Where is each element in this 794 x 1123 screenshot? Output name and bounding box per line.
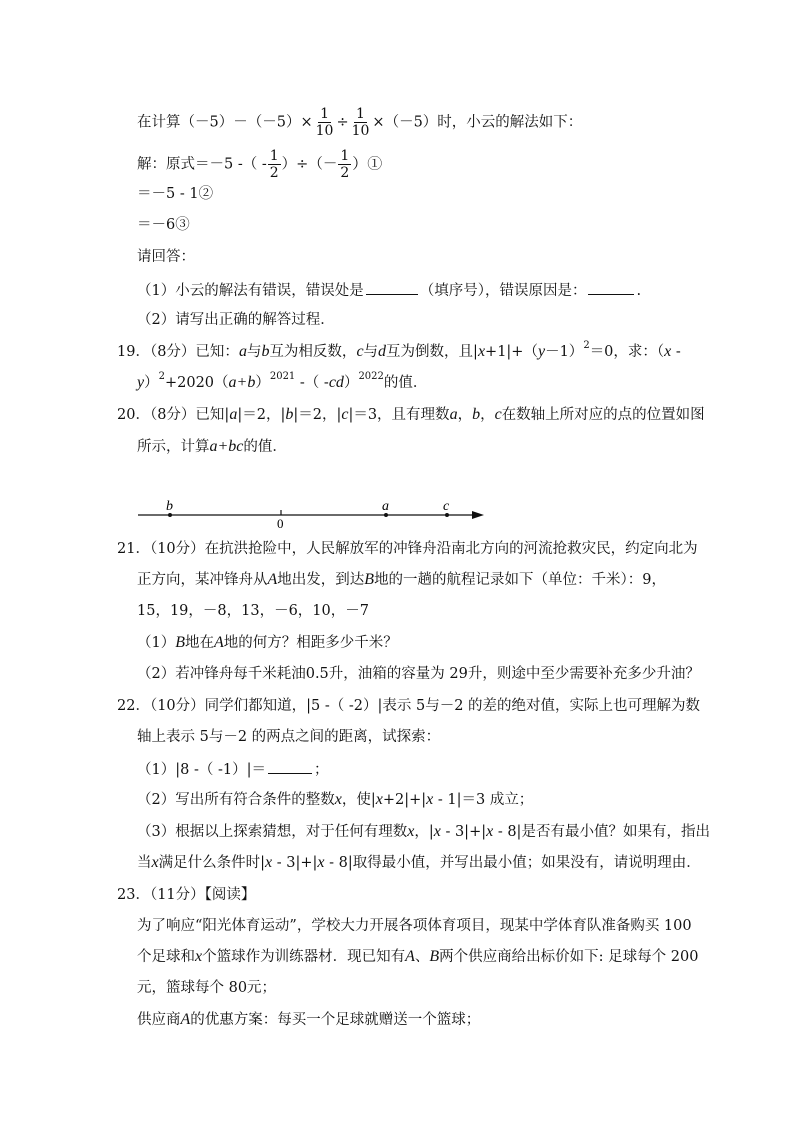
problem-22-question-3-line-2: 当x满足什么条件时|x - 3|+|x - 8|取得最小值，并写出最小值；如果没有，请说明理由． <box>137 854 701 871</box>
problem-20-line-1: 20．（8分）已知|a|＝2，|b|＝2，|c|＝3，且有理数a，b，c在数轴上所对应的点的位置如图 <box>117 406 705 423</box>
intro-question-2: （2）请写出正确的解答过程． <box>137 312 335 328</box>
problem-21-question-1: （1）B地在A地的何方？相距多少千米？ <box>137 634 398 651</box>
problem-20-line-2: 所示，计算a+bc的值． <box>137 438 287 455</box>
fraction-1-2-b: $\frac{1}{2}$ <box>340 148 350 181</box>
problem-22-question-2: （2）写出所有符合条件的整数x，使|x+2|+|x - 1|＝3 成立； <box>137 791 534 808</box>
problem-23-heading: 23．（11分）【阅读】 <box>117 887 256 903</box>
label-c: c <box>443 499 450 514</box>
problem-22-line-1: 22．（10分）同学们都知道，|5 -（ -2）|表示 5与－2 的差的绝对值，实际上也可理解为数 <box>117 698 701 714</box>
number-line-figure <box>136 497 486 533</box>
fraction-1-10: $\frac{1}{10}$ <box>315 106 334 139</box>
problem-19-line-1: 19．（8分）已知：a与b互为相反数，c与d互为倒数，且$|x+1|+(y-1)^2=0$，求：（x - <box>117 340 681 360</box>
problem-23-line-3: 元，篮球每个 80元； <box>137 980 277 996</box>
problem-23-line-1: 为了响应“阳光体育运动”，学校大力开展各项体育项目，现某中学体育队准备购买 100 <box>137 918 692 934</box>
answer-blank-3 <box>268 759 312 774</box>
intro-step-3: ＝－6③ <box>137 217 190 233</box>
problem-22-line-2: 轴上表示 5与－2 的两点之间的距离，试探索： <box>137 729 441 745</box>
fraction-1-2: $\frac{1}{2}$ <box>269 148 279 181</box>
problem-22-question-3-line-1: （3）根据以上探索猜想，对于任何有理数x，|x - 3|+|x - 8|是否有最小值？如果有，指出 <box>137 823 710 840</box>
label-a: a <box>382 499 389 514</box>
intro-ask: 请回答： <box>137 249 195 265</box>
intro-line-1: 在计算（－5）－（－5）× $\frac{1}{10}$ ÷ $\frac{1}{10}$ ×（－5）时，小云的解法如下： <box>137 106 583 139</box>
answer-blank-1 <box>366 280 418 295</box>
problem-21-question-2: （2）若冲锋舟每千米耗油0.5升，油箱的容量为 29升，则途中至少需要补充多少升油？ <box>137 666 700 682</box>
number-line-arrow <box>472 511 484 519</box>
label-b: b <box>166 499 173 514</box>
problem-21-line-1: 21．（10分）在抗洪抢险中，人民解放军的冲锋舟沿南北方向的河流抢救灾民，约定向北为 <box>117 541 698 557</box>
problem-22-question-1: （1）|8 -（ -1）|＝ ； <box>137 759 328 780</box>
fraction-1-10-b: $\frac{1}{10}$ <box>351 106 370 139</box>
problem-23-line-4: 供应商A的优惠方案：每买一个足球就赠送一个篮球； <box>137 1011 481 1028</box>
problem-19-line-2: $y)^2+2020(a+b)^{2021}$ -（ -cd）$^{2022}$的值． <box>137 371 428 391</box>
answer-blank-2 <box>588 280 634 295</box>
problem-23-line-2: 个足球和x个篮球作为训练器材．现已知有A、B两个供应商给出标价如下: 足球每个 200 <box>137 948 699 965</box>
problem-21-line-2: 正方向，某冲锋舟从A地出发，到达B地的一趟的航程记录如下（单位：千米）：9， <box>137 571 667 588</box>
intro-step-2: ＝－5 - 1② <box>137 186 214 202</box>
intro-question-1: （1）小云的解法有错误，错误处是 （填序号），错误原因是： . <box>137 280 641 301</box>
label-zero: 0 <box>277 516 284 531</box>
intro-solution-line: 解：原式＝－5 -（ - $\frac{1}{2}$ ）÷（－ $\frac{1}{2}$ ）① <box>137 148 383 181</box>
problem-21-line-3: 15，19，－8，13，－6，10，－7 <box>137 603 369 619</box>
